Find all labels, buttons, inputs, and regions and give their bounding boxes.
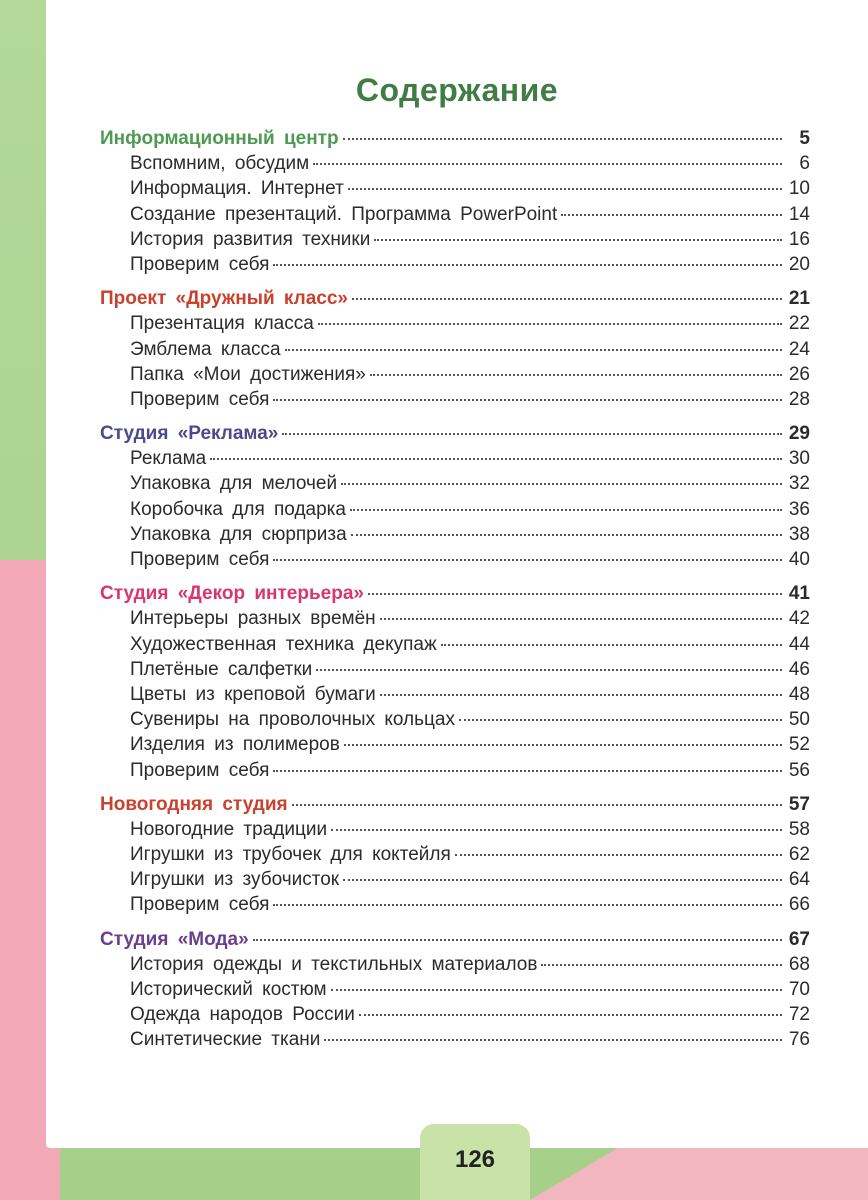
toc-page-number: 70 (788, 979, 810, 1000)
dot-leader (273, 904, 782, 906)
toc-page-number: 41 (788, 583, 810, 605)
toc-entry-title: История одежды и текстильных материалов (130, 953, 538, 975)
toc-entry[interactable] (100, 364, 810, 389)
dot-leader (253, 939, 782, 941)
toc-entry[interactable] (100, 734, 810, 759)
toc-entry-title: Информационный центр (100, 128, 339, 149)
toc-entry[interactable] (100, 313, 810, 338)
toc-entry[interactable] (100, 499, 810, 524)
dot-leader (455, 854, 782, 856)
toc-section (100, 583, 810, 785)
toc-entry-title: Новогодняя студия (100, 793, 288, 815)
dot-leader (459, 719, 782, 721)
toc-page-number: 66 (788, 894, 810, 916)
dot-leader (380, 618, 782, 620)
toc-entry-title: Игрушки из зубочисток (130, 869, 340, 891)
dot-leader (273, 264, 782, 266)
toc-entry[interactable] (100, 339, 810, 364)
dot-leader (350, 509, 782, 511)
toc-section (100, 423, 810, 574)
toc-page-number: 24 (788, 338, 810, 360)
toc-entry-title: Проверим себя (130, 253, 270, 275)
dot-leader (273, 399, 782, 401)
toc-entry-title: Презентация класса (130, 313, 314, 335)
toc-entry-title: Плетёные салфетки (130, 658, 313, 680)
toc-page-number: 30 (788, 448, 810, 470)
toc-section-heading[interactable] (100, 128, 810, 153)
toc-page-number: 56 (788, 759, 810, 781)
toc-entry-title: Сувениры на проволочных кольцах (130, 709, 455, 731)
toc-entry[interactable] (100, 204, 810, 229)
toc-entry-title: Игрушки из трубочек для коктейля (130, 844, 451, 866)
toc-page-number: 32 (788, 473, 810, 495)
page-number: 126 (454, 1146, 496, 1173)
dot-leader (441, 644, 782, 646)
toc-entry-title: Создание презентаций. Программа PowerPoint (130, 203, 558, 225)
toc-section-heading[interactable] (100, 288, 810, 313)
dot-leader (210, 458, 782, 460)
toc-section (100, 929, 810, 1055)
dot-leader (341, 483, 782, 485)
dot-leader (273, 770, 782, 772)
toc-page-number: 42 (788, 608, 810, 630)
dot-leader (282, 433, 782, 435)
dot-leader (344, 744, 782, 746)
toc-entry[interactable] (100, 473, 810, 498)
toc-page-number: 20 (788, 253, 810, 275)
toc-entry[interactable] (100, 979, 810, 1004)
toc-entry-title: Изделия из полимеров (130, 734, 340, 756)
toc-entry[interactable] (100, 549, 810, 574)
toc-entry[interactable] (100, 684, 810, 709)
toc-entry-title: История развития техники (130, 228, 371, 250)
toc-section-heading[interactable] (100, 423, 810, 448)
toc-page-number: 46 (788, 658, 810, 680)
dot-leader (359, 1014, 782, 1016)
toc-page-number: 26 (788, 363, 810, 385)
toc-page-number: 6 (799, 153, 810, 175)
toc-page-number: 44 (788, 633, 810, 655)
toc-entry[interactable] (100, 254, 810, 279)
toc-page-number: 50 (788, 709, 810, 731)
toc-entry-title: Студия «Декор интерьера» (100, 583, 364, 605)
toc-entry[interactable] (100, 634, 810, 659)
toc-page-number: 14 (788, 203, 810, 225)
toc-entry-title: Эмблема класса (130, 338, 281, 360)
toc-page-number: 29 (788, 423, 810, 445)
toc-entry[interactable] (100, 1004, 810, 1029)
toc-page-number: 76 (788, 1029, 810, 1051)
toc-entry-title: Цветы из креповой бумаги (130, 683, 376, 705)
toc-entry[interactable] (100, 819, 810, 844)
dot-leader (292, 804, 782, 806)
toc-entry-title: Упаковка для сюрприза (130, 523, 347, 545)
dot-leader (370, 374, 782, 376)
toc-entry-title: Новогодние традиции (130, 818, 328, 840)
toc-entry[interactable] (100, 844, 810, 869)
toc-page-number: 5 (799, 128, 810, 149)
dot-leader (352, 298, 782, 300)
toc-entry[interactable] (100, 389, 810, 414)
dot-leader (273, 559, 782, 561)
toc-entry-title: Интерьеры разных времён (130, 608, 376, 630)
dot-leader (351, 534, 782, 536)
toc-entry[interactable] (100, 709, 810, 734)
toc-entry-title: Синтетические ткани (130, 1029, 321, 1051)
dot-leader (380, 694, 782, 696)
toc-page-number: 48 (788, 683, 810, 705)
toc-section (100, 794, 810, 920)
toc-entry[interactable] (100, 869, 810, 894)
toc-entry-title: Проверим себя (130, 388, 270, 410)
toc-page-number: 36 (788, 498, 810, 520)
toc-entry[interactable] (100, 1029, 810, 1054)
toc-entry[interactable] (100, 760, 810, 785)
toc-page-number: 57 (788, 793, 810, 815)
dot-leader (348, 188, 782, 190)
toc-entry-title: Упаковка для мелочей (130, 473, 338, 495)
toc-entry-title: Студия «Реклама» (100, 423, 279, 445)
toc-entry-title: Проект «Дружный класс» (100, 288, 348, 310)
toc-entry[interactable] (100, 524, 810, 549)
toc-page-number: 40 (788, 549, 810, 570)
dot-leader (313, 163, 782, 165)
dot-leader (316, 669, 782, 671)
toc-page-number: 28 (788, 388, 810, 410)
toc-page-number: 52 (788, 734, 810, 756)
toc-page-number: 38 (788, 523, 810, 545)
toc-entry-title: Студия «Мода» (100, 928, 249, 950)
toc-entry-title: Реклама (130, 448, 207, 470)
toc-entry[interactable] (100, 229, 810, 254)
dot-leader (374, 239, 782, 241)
toc-entry-title: Папка «Мои достижения» (130, 363, 366, 385)
toc-section (100, 288, 810, 414)
toc-entry-title: Проверим себя (130, 549, 270, 570)
toc-page-number: 58 (788, 818, 810, 840)
toc-page-number: 21 (788, 288, 810, 310)
toc-entry[interactable] (100, 954, 810, 979)
dot-leader (285, 349, 782, 351)
toc-entry[interactable] (100, 894, 810, 919)
toc-entry-title: Коробочка для подарка (130, 498, 346, 520)
toc-entry-title: Вспомним, обсудим (130, 153, 310, 175)
dot-leader (368, 593, 782, 595)
dot-leader (331, 829, 782, 831)
dot-leader (318, 323, 782, 325)
toc-section-heading[interactable] (100, 929, 810, 954)
toc-page-number: 10 (788, 178, 810, 200)
dot-leader (324, 1039, 782, 1041)
toc-entry[interactable] (100, 153, 810, 178)
toc-entry[interactable] (100, 178, 810, 203)
toc-entry[interactable] (100, 608, 810, 633)
toc-entry-title: Художественная техника декупаж (130, 633, 437, 655)
toc-entry-title: Одежда народов России (130, 1004, 355, 1026)
toc-section-heading[interactable] (100, 794, 810, 819)
page-title: Содержание (355, 72, 559, 108)
dot-leader (343, 879, 782, 881)
dot-leader (343, 138, 782, 140)
toc-page-number: 22 (788, 313, 810, 335)
dot-leader (541, 964, 782, 966)
toc-page-number: 72 (788, 1004, 810, 1026)
toc-page-number: 62 (788, 844, 810, 866)
table-of-contents (100, 128, 810, 1064)
toc-entry-title: Проверим себя (130, 759, 270, 781)
toc-page-number: 64 (788, 869, 810, 891)
toc-page-number: 16 (788, 228, 810, 250)
toc-section-heading[interactable] (100, 583, 810, 608)
page-number-tab (420, 1124, 530, 1200)
toc-entry-title: Информация. Интернет (130, 178, 344, 200)
toc-entry-title: Проверим себя (130, 894, 270, 916)
toc-entry[interactable] (100, 659, 810, 684)
toc-page-number: 68 (788, 953, 810, 975)
dot-leader (331, 989, 782, 991)
dot-leader (561, 214, 782, 216)
toc-entry-title: Исторический костюм (130, 979, 327, 1000)
toc-entry[interactable] (100, 448, 810, 473)
toc-page-number: 67 (788, 928, 810, 950)
toc-section (100, 128, 810, 279)
